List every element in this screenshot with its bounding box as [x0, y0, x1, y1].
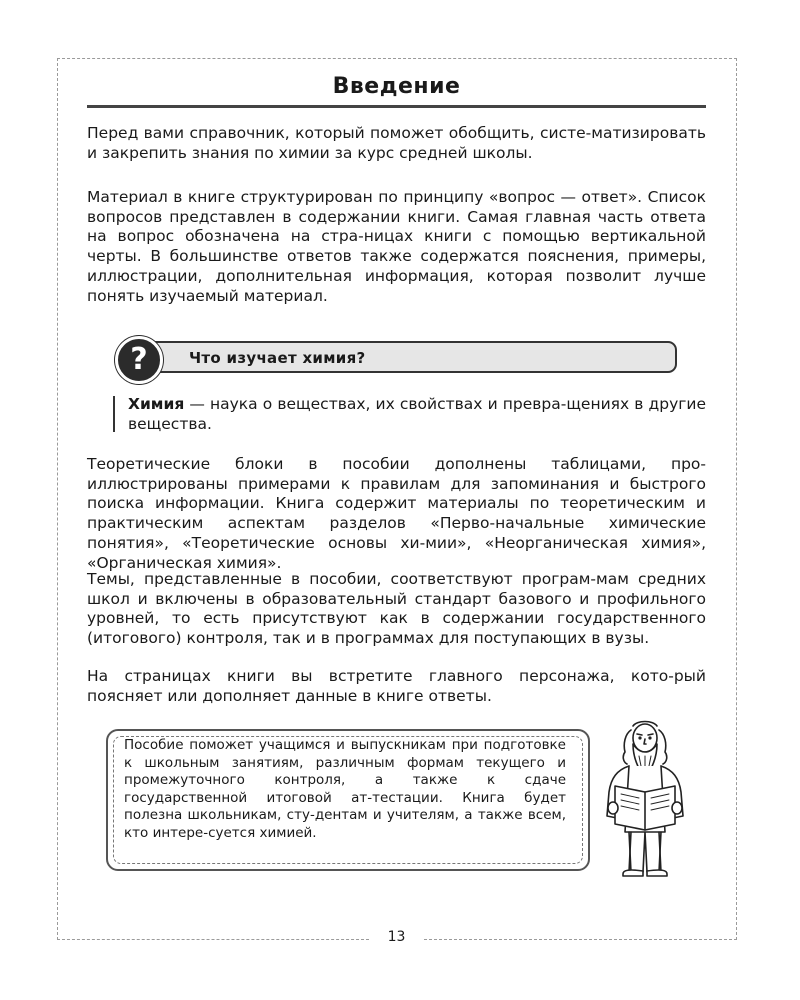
question-mark-icon: ? — [115, 336, 163, 384]
definition-text: — наука о веществах, их свойствах и превра-щениях в другие вещества. — [128, 395, 706, 433]
body-paragraph-1: Теоретические блоки в пособии дополнены таблицами, про-иллюстрированы примерами к правилам для запоминания и быстрого поиска информации. Книга содержит материалы по теоретическим и практическим аспектам разделов «Перво-начальные химические понятия», «Теоретические основы хи-мии», «Неорганическая химия», «Органическая химия». — [87, 455, 706, 572]
scientist-character-illustration — [595, 712, 695, 888]
page-number: 13 — [387, 929, 406, 945]
page-frame-bottom-left — [57, 939, 369, 940]
intro-paragraph-2: Материал в книге структурирован по принципу «вопрос — ответ». Список вопросов представлен в содержании книги. Самая главная часть ответа на вопрос обозначена на стра-ницах книги с помощью вертикальной черты. В большинстве ответов также содержатся пояснения, примеры, иллюстрации, дополнительная информация, которая позволит лучше понять изучаемый материал. — [87, 188, 706, 305]
body-paragraph-3: На страницах книги вы встретите главного персонажа, кото-рый поясняет или дополняет данные в книге ответы. — [87, 667, 706, 705]
body-paragraph-2: Темы, представленные в пособии, соответствуют програм-мам средних школ и включены в образовательный стандарт базового и профильного уровней, то есть присутствуют как в содержании государственного (итогового) контроля, так и в программах для поступающих в вузы. — [87, 570, 706, 648]
question-text: Что изучает химия? — [189, 349, 366, 367]
note-text: Пособие поможет учащимся и выпускникам при подготовке к школьным занятиям, различным формам текущего и промежуточного контроля, а также к сдаче государственной итоговой ат-тестации. Книга будет полезна школьникам, сту-дентам и учителям, а также всем, кто интере-суется химией. — [124, 737, 566, 841]
definition — [128, 395, 706, 434]
page-frame-bottom-right — [424, 939, 737, 940]
title-underline — [87, 105, 706, 108]
intro-paragraph-1: Перед вами справочник, который поможет обобщить, систе-матизировать и закрепить знания по химии за курс средней школы. — [87, 124, 706, 162]
page-title: Введение — [332, 74, 461, 99]
definition-term: Химия — [128, 395, 185, 413]
definition-vertical-bar — [113, 396, 115, 432]
